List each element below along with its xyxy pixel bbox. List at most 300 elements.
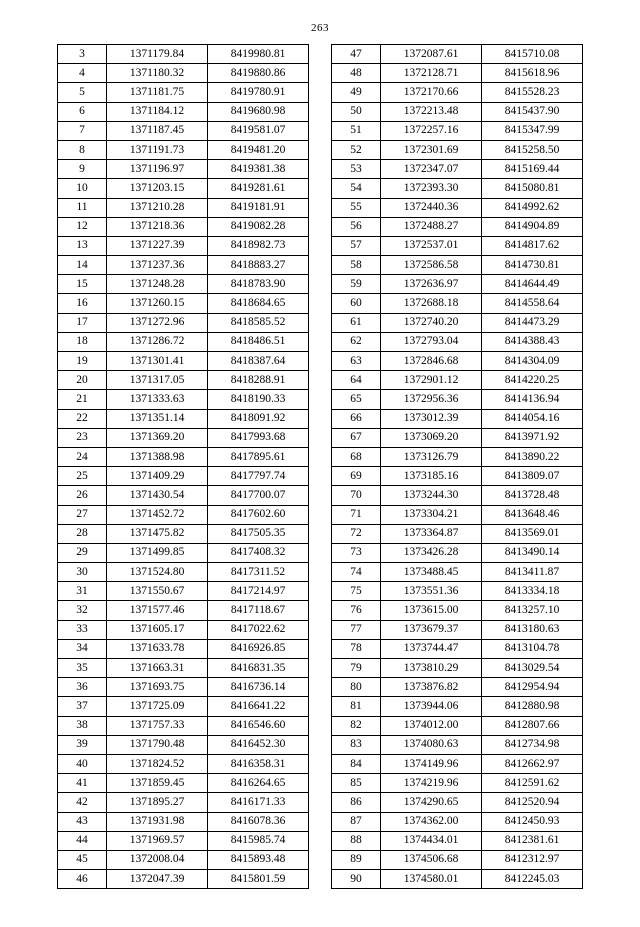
point-id-cell: 18 xyxy=(58,332,107,351)
northing-cell: 8414136.94 xyxy=(482,390,583,409)
table-row xyxy=(332,256,583,275)
northing-cell: 8419581.07 xyxy=(208,121,309,140)
easting-cell: 1372047.39 xyxy=(107,870,208,889)
easting-cell: 1371317.05 xyxy=(107,371,208,390)
point-id-cell: 20 xyxy=(58,371,107,390)
point-id-cell: 12 xyxy=(58,217,107,236)
easting-cell: 1371824.52 xyxy=(107,754,208,773)
table-row xyxy=(332,716,583,735)
northing-cell: 8415801.59 xyxy=(208,870,309,889)
easting-cell: 1371931.98 xyxy=(107,812,208,831)
northing-cell: 8415080.81 xyxy=(482,179,583,198)
table-row xyxy=(58,850,309,869)
table-row xyxy=(58,678,309,697)
northing-cell: 8413971.92 xyxy=(482,428,583,447)
northing-cell: 8412245.03 xyxy=(482,870,583,889)
point-id-cell: 61 xyxy=(332,313,381,332)
point-id-cell: 46 xyxy=(58,870,107,889)
point-id-cell: 9 xyxy=(58,160,107,179)
northing-cell: 8414473.29 xyxy=(482,313,583,332)
easting-cell: 1373244.30 xyxy=(381,486,482,505)
point-id-cell: 84 xyxy=(332,754,381,773)
point-id-cell: 10 xyxy=(58,179,107,198)
easting-cell: 1371577.46 xyxy=(107,601,208,620)
easting-cell: 1373364.87 xyxy=(381,524,482,543)
easting-cell: 1371181.75 xyxy=(107,83,208,102)
northing-cell: 8414054.16 xyxy=(482,409,583,428)
point-id-cell: 59 xyxy=(332,275,381,294)
point-id-cell: 67 xyxy=(332,428,381,447)
northing-cell: 8412954.94 xyxy=(482,678,583,697)
easting-cell: 1371203.15 xyxy=(107,179,208,198)
table-row xyxy=(58,582,309,601)
easting-cell: 1371499.85 xyxy=(107,543,208,562)
point-id-cell: 17 xyxy=(58,313,107,332)
point-id-cell: 54 xyxy=(332,179,381,198)
point-id-cell: 47 xyxy=(332,45,381,64)
northing-cell: 8414388.43 xyxy=(482,332,583,351)
easting-cell: 1373069.20 xyxy=(381,428,482,447)
northing-cell: 8418387.64 xyxy=(208,352,309,371)
easting-cell: 1372393.30 xyxy=(381,179,482,198)
table-row xyxy=(58,697,309,716)
table-row xyxy=(58,486,309,505)
left-coordinate-table xyxy=(57,44,309,889)
northing-cell: 8415710.08 xyxy=(482,45,583,64)
point-id-cell: 36 xyxy=(58,678,107,697)
point-id-cell: 42 xyxy=(58,793,107,812)
left-table-body xyxy=(58,45,309,889)
point-id-cell: 22 xyxy=(58,409,107,428)
table-row xyxy=(332,678,583,697)
easting-cell: 1371248.28 xyxy=(107,275,208,294)
point-id-cell: 25 xyxy=(58,467,107,486)
northing-cell: 8416831.35 xyxy=(208,659,309,678)
table-row xyxy=(332,121,583,140)
table-row xyxy=(332,332,583,351)
northing-cell: 8415893.48 xyxy=(208,850,309,869)
point-id-cell: 86 xyxy=(332,793,381,812)
table-row xyxy=(332,543,583,562)
point-id-cell: 57 xyxy=(332,236,381,255)
point-id-cell: 78 xyxy=(332,639,381,658)
point-id-cell: 85 xyxy=(332,774,381,793)
point-id-cell: 51 xyxy=(332,121,381,140)
point-id-cell: 56 xyxy=(332,217,381,236)
northing-cell: 8416078.36 xyxy=(208,812,309,831)
easting-cell: 1372213.48 xyxy=(381,102,482,121)
point-id-cell: 82 xyxy=(332,716,381,735)
table-row xyxy=(58,217,309,236)
easting-cell: 1371218.36 xyxy=(107,217,208,236)
northing-cell: 8414220.25 xyxy=(482,371,583,390)
northing-cell: 8413334.18 xyxy=(482,582,583,601)
table-row xyxy=(332,582,583,601)
easting-cell: 1372488.27 xyxy=(381,217,482,236)
point-id-cell: 16 xyxy=(58,294,107,313)
point-id-cell: 31 xyxy=(58,582,107,601)
northing-cell: 8416452.30 xyxy=(208,735,309,754)
northing-cell: 8416926.85 xyxy=(208,639,309,658)
point-id-cell: 38 xyxy=(58,716,107,735)
northing-cell: 8416736.14 xyxy=(208,678,309,697)
easting-cell: 1372170.66 xyxy=(381,83,482,102)
northing-cell: 8414644.49 xyxy=(482,275,583,294)
table-row xyxy=(58,870,309,889)
right-coordinate-table xyxy=(331,44,583,889)
easting-cell: 1371859.45 xyxy=(107,774,208,793)
easting-cell: 1372846.68 xyxy=(381,352,482,371)
point-id-cell: 50 xyxy=(332,102,381,121)
northing-cell: 8417311.52 xyxy=(208,563,309,582)
point-id-cell: 83 xyxy=(332,735,381,754)
table-row xyxy=(58,812,309,831)
table-row xyxy=(58,256,309,275)
easting-cell: 1371237.36 xyxy=(107,256,208,275)
northing-cell: 8417895.61 xyxy=(208,447,309,466)
table-row xyxy=(58,179,309,198)
point-id-cell: 24 xyxy=(58,447,107,466)
table-row xyxy=(58,371,309,390)
northing-cell: 8412734.98 xyxy=(482,735,583,754)
easting-cell: 1373876.82 xyxy=(381,678,482,697)
northing-cell: 8412520.94 xyxy=(482,793,583,812)
document-page xyxy=(0,22,640,927)
easting-cell: 1372901.12 xyxy=(381,371,482,390)
northing-cell: 8412807.66 xyxy=(482,716,583,735)
table-row xyxy=(58,428,309,447)
point-id-cell: 65 xyxy=(332,390,381,409)
easting-cell: 1374219.96 xyxy=(381,774,482,793)
table-row xyxy=(58,83,309,102)
northing-cell: 8418190.33 xyxy=(208,390,309,409)
easting-cell: 1371524.80 xyxy=(107,563,208,582)
northing-cell: 8415528.23 xyxy=(482,83,583,102)
northing-cell: 8416546.60 xyxy=(208,716,309,735)
table-row xyxy=(332,447,583,466)
point-id-cell: 11 xyxy=(58,198,107,217)
table-row xyxy=(58,102,309,121)
easting-cell: 1371663.31 xyxy=(107,659,208,678)
easting-cell: 1371180.32 xyxy=(107,64,208,83)
table-row xyxy=(332,390,583,409)
easting-cell: 1372440.36 xyxy=(381,198,482,217)
easting-cell: 1371605.17 xyxy=(107,620,208,639)
table-row xyxy=(332,275,583,294)
northing-cell: 8417118.67 xyxy=(208,601,309,620)
easting-cell: 1374362.00 xyxy=(381,812,482,831)
table-row xyxy=(332,83,583,102)
table-row xyxy=(332,236,583,255)
point-id-cell: 79 xyxy=(332,659,381,678)
point-id-cell: 63 xyxy=(332,352,381,371)
easting-cell: 1373304.21 xyxy=(381,505,482,524)
point-id-cell: 3 xyxy=(58,45,107,64)
easting-cell: 1372537.01 xyxy=(381,236,482,255)
table-row xyxy=(58,524,309,543)
table-row xyxy=(332,620,583,639)
table-row xyxy=(332,45,583,64)
table-row xyxy=(58,294,309,313)
northing-cell: 8417214.97 xyxy=(208,582,309,601)
table-row xyxy=(332,754,583,773)
northing-cell: 8413728.48 xyxy=(482,486,583,505)
table-row xyxy=(332,217,583,236)
point-id-cell: 87 xyxy=(332,812,381,831)
table-row xyxy=(58,601,309,620)
table-row xyxy=(58,659,309,678)
easting-cell: 1371369.20 xyxy=(107,428,208,447)
northing-cell: 8414817.62 xyxy=(482,236,583,255)
easting-cell: 1372740.20 xyxy=(381,313,482,332)
northing-cell: 8416264.65 xyxy=(208,774,309,793)
northing-cell: 8417022.62 xyxy=(208,620,309,639)
easting-cell: 1371286.72 xyxy=(107,332,208,351)
easting-cell: 1371790.48 xyxy=(107,735,208,754)
northing-cell: 8413411.87 xyxy=(482,563,583,582)
right-table-body xyxy=(332,45,583,889)
northing-cell: 8413569.01 xyxy=(482,524,583,543)
table-row xyxy=(58,409,309,428)
northing-cell: 8418982.73 xyxy=(208,236,309,255)
easting-cell: 1371388.98 xyxy=(107,447,208,466)
table-row xyxy=(332,198,583,217)
easting-cell: 1371895.27 xyxy=(107,793,208,812)
northing-cell: 8418091.92 xyxy=(208,409,309,428)
northing-cell: 8412312.97 xyxy=(482,850,583,869)
easting-cell: 1372301.69 xyxy=(381,140,482,159)
table-row xyxy=(58,313,309,332)
easting-cell: 1371475.82 xyxy=(107,524,208,543)
table-row xyxy=(58,352,309,371)
northing-cell: 8419980.81 xyxy=(208,45,309,64)
northing-cell: 8412381.61 xyxy=(482,831,583,850)
point-id-cell: 60 xyxy=(332,294,381,313)
table-row xyxy=(58,121,309,140)
easting-cell: 1373185.16 xyxy=(381,467,482,486)
easting-cell: 1371452.72 xyxy=(107,505,208,524)
northing-cell: 8413648.46 xyxy=(482,505,583,524)
easting-cell: 1374290.65 xyxy=(381,793,482,812)
northing-cell: 8413809.07 xyxy=(482,467,583,486)
point-id-cell: 53 xyxy=(332,160,381,179)
easting-cell: 1371969.57 xyxy=(107,831,208,850)
point-id-cell: 75 xyxy=(332,582,381,601)
northing-cell: 8413029.54 xyxy=(482,659,583,678)
northing-cell: 8417505.35 xyxy=(208,524,309,543)
point-id-cell: 49 xyxy=(332,83,381,102)
easting-cell: 1371191.73 xyxy=(107,140,208,159)
tables-container xyxy=(0,44,640,889)
northing-cell: 8416641.22 xyxy=(208,697,309,716)
northing-cell: 8419381.38 xyxy=(208,160,309,179)
northing-cell: 8412662.97 xyxy=(482,754,583,773)
point-id-cell: 88 xyxy=(332,831,381,850)
point-id-cell: 44 xyxy=(58,831,107,850)
point-id-cell: 33 xyxy=(58,620,107,639)
northing-cell: 8418883.27 xyxy=(208,256,309,275)
easting-cell: 1372008.04 xyxy=(107,850,208,869)
point-id-cell: 41 xyxy=(58,774,107,793)
point-id-cell: 69 xyxy=(332,467,381,486)
northing-cell: 8418288.91 xyxy=(208,371,309,390)
easting-cell: 1374580.01 xyxy=(381,870,482,889)
point-id-cell: 15 xyxy=(58,275,107,294)
northing-cell: 8414730.81 xyxy=(482,256,583,275)
northing-cell: 8417700.07 xyxy=(208,486,309,505)
easting-cell: 1373744.47 xyxy=(381,639,482,658)
point-id-cell: 30 xyxy=(58,563,107,582)
point-id-cell: 21 xyxy=(58,390,107,409)
point-id-cell: 34 xyxy=(58,639,107,658)
easting-cell: 1374506.68 xyxy=(381,850,482,869)
easting-cell: 1373944.06 xyxy=(381,697,482,716)
table-row xyxy=(58,543,309,562)
table-row xyxy=(58,774,309,793)
easting-cell: 1372793.04 xyxy=(381,332,482,351)
northing-cell: 8416358.31 xyxy=(208,754,309,773)
easting-cell: 1374434.01 xyxy=(381,831,482,850)
easting-cell: 1371757.33 xyxy=(107,716,208,735)
easting-cell: 1372586.58 xyxy=(381,256,482,275)
table-row xyxy=(58,64,309,83)
northing-cell: 8413180.63 xyxy=(482,620,583,639)
point-id-cell: 43 xyxy=(58,812,107,831)
point-id-cell: 58 xyxy=(332,256,381,275)
table-row xyxy=(58,332,309,351)
easting-cell: 1372956.36 xyxy=(381,390,482,409)
point-id-cell: 90 xyxy=(332,870,381,889)
table-row xyxy=(58,563,309,582)
table-row xyxy=(332,352,583,371)
point-id-cell: 28 xyxy=(58,524,107,543)
easting-cell: 1371179.84 xyxy=(107,45,208,64)
northing-cell: 8415347.99 xyxy=(482,121,583,140)
point-id-cell: 32 xyxy=(58,601,107,620)
table-row xyxy=(332,793,583,812)
point-id-cell: 55 xyxy=(332,198,381,217)
point-id-cell: 13 xyxy=(58,236,107,255)
easting-cell: 1371550.67 xyxy=(107,582,208,601)
easting-cell: 1374080.63 xyxy=(381,735,482,754)
northing-cell: 8417408.32 xyxy=(208,543,309,562)
easting-cell: 1371693.75 xyxy=(107,678,208,697)
table-row xyxy=(332,697,583,716)
northing-cell: 8415985.74 xyxy=(208,831,309,850)
easting-cell: 1374012.00 xyxy=(381,716,482,735)
easting-cell: 1374149.96 xyxy=(381,754,482,773)
table-row xyxy=(332,467,583,486)
table-row xyxy=(332,179,583,198)
point-id-cell: 7 xyxy=(58,121,107,140)
point-id-cell: 39 xyxy=(58,735,107,754)
easting-cell: 1371272.96 xyxy=(107,313,208,332)
table-row xyxy=(58,620,309,639)
table-row xyxy=(58,793,309,812)
easting-cell: 1371333.63 xyxy=(107,390,208,409)
northing-cell: 8418486.51 xyxy=(208,332,309,351)
northing-cell: 8413890.22 xyxy=(482,447,583,466)
point-id-cell: 73 xyxy=(332,543,381,562)
northing-cell: 8415258.50 xyxy=(482,140,583,159)
northing-cell: 8419082.28 xyxy=(208,217,309,236)
point-id-cell: 89 xyxy=(332,850,381,869)
table-row xyxy=(332,850,583,869)
easting-cell: 1373426.28 xyxy=(381,543,482,562)
easting-cell: 1372087.61 xyxy=(381,45,482,64)
point-id-cell: 4 xyxy=(58,64,107,83)
northing-cell: 8414904.89 xyxy=(482,217,583,236)
easting-cell: 1372347.07 xyxy=(381,160,482,179)
table-row xyxy=(58,505,309,524)
easting-cell: 1371227.39 xyxy=(107,236,208,255)
point-id-cell: 40 xyxy=(58,754,107,773)
point-id-cell: 14 xyxy=(58,256,107,275)
table-row xyxy=(58,716,309,735)
point-id-cell: 29 xyxy=(58,543,107,562)
point-id-cell: 37 xyxy=(58,697,107,716)
easting-cell: 1373615.00 xyxy=(381,601,482,620)
easting-cell: 1371430.54 xyxy=(107,486,208,505)
point-id-cell: 6 xyxy=(58,102,107,121)
northing-cell: 8418684.65 xyxy=(208,294,309,313)
easting-cell: 1371409.29 xyxy=(107,467,208,486)
table-row xyxy=(332,812,583,831)
easting-cell: 1371351.14 xyxy=(107,409,208,428)
easting-cell: 1372257.16 xyxy=(381,121,482,140)
table-row xyxy=(58,160,309,179)
table-row xyxy=(58,754,309,773)
northing-cell: 8413490.14 xyxy=(482,543,583,562)
point-id-cell: 52 xyxy=(332,140,381,159)
point-id-cell: 72 xyxy=(332,524,381,543)
easting-cell: 1371725.09 xyxy=(107,697,208,716)
table-row xyxy=(332,735,583,754)
point-id-cell: 26 xyxy=(58,486,107,505)
easting-cell: 1373810.29 xyxy=(381,659,482,678)
easting-cell: 1372128.71 xyxy=(381,64,482,83)
table-row xyxy=(58,198,309,217)
northing-cell: 8417993.68 xyxy=(208,428,309,447)
northing-cell: 8414558.64 xyxy=(482,294,583,313)
northing-cell: 8413104.78 xyxy=(482,639,583,658)
northing-cell: 8415169.44 xyxy=(482,160,583,179)
table-row xyxy=(332,64,583,83)
point-id-cell: 77 xyxy=(332,620,381,639)
table-row xyxy=(332,831,583,850)
easting-cell: 1373488.45 xyxy=(381,563,482,582)
point-id-cell: 62 xyxy=(332,332,381,351)
table-row xyxy=(332,563,583,582)
table-row xyxy=(332,294,583,313)
northing-cell: 8414992.62 xyxy=(482,198,583,217)
easting-cell: 1371187.45 xyxy=(107,121,208,140)
point-id-cell: 5 xyxy=(58,83,107,102)
easting-cell: 1371301.41 xyxy=(107,352,208,371)
table-row xyxy=(332,486,583,505)
northing-cell: 8419780.91 xyxy=(208,83,309,102)
table-row xyxy=(58,639,309,658)
northing-cell: 8417602.60 xyxy=(208,505,309,524)
easting-cell: 1373551.36 xyxy=(381,582,482,601)
table-row xyxy=(332,313,583,332)
easting-cell: 1371260.15 xyxy=(107,294,208,313)
point-id-cell: 74 xyxy=(332,563,381,582)
easting-cell: 1371196.97 xyxy=(107,160,208,179)
table-row xyxy=(58,140,309,159)
table-row xyxy=(332,505,583,524)
table-row xyxy=(58,447,309,466)
